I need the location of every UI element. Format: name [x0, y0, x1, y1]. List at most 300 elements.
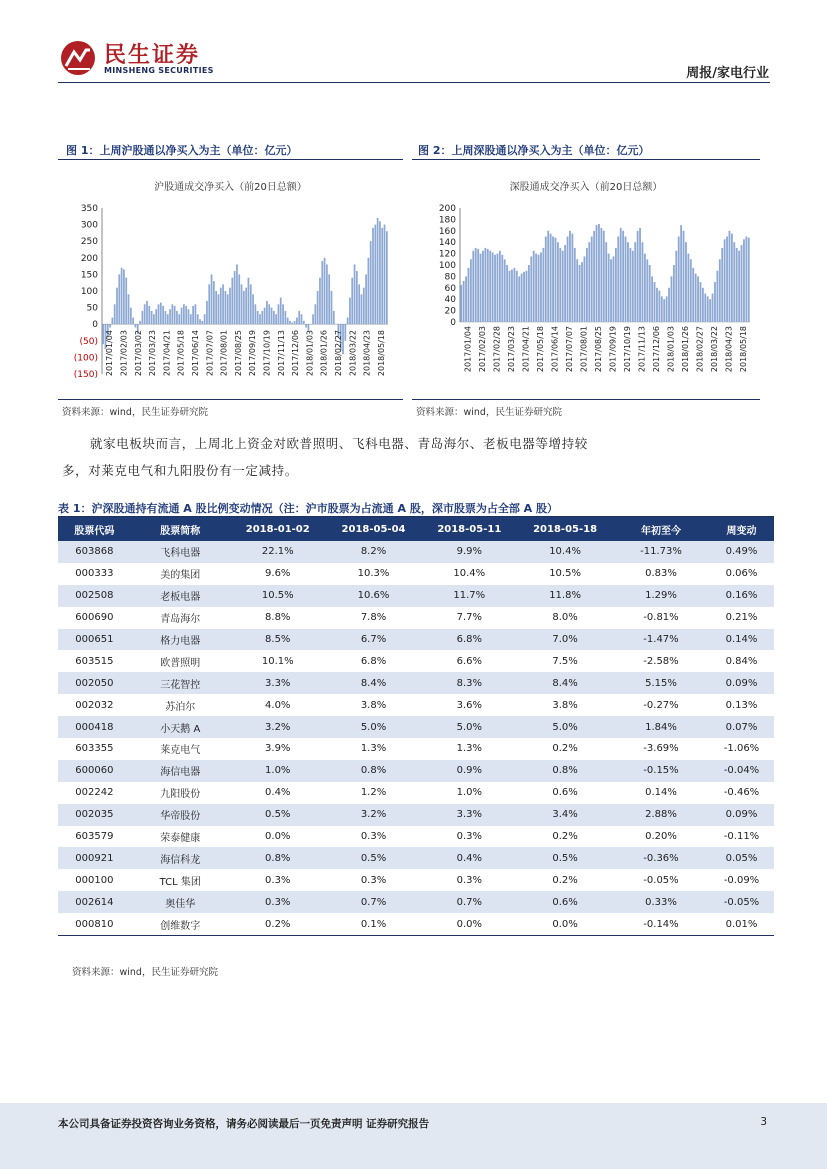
table-cell: 002035: [58, 804, 131, 826]
table-cell: 6.7%: [326, 629, 422, 651]
x-tick-label: 2018/01/03: [305, 330, 315, 377]
bar: [695, 274, 697, 322]
table-row: [58, 607, 774, 629]
bar: [663, 299, 665, 322]
bar: [130, 308, 132, 325]
table-cell: 三花智控: [131, 672, 230, 694]
bar: [472, 251, 474, 322]
table-cell: 欧普照明: [131, 650, 230, 672]
table-cell: 飞科电器: [131, 541, 230, 563]
bar: [494, 255, 496, 322]
y-tick-label: 20: [444, 306, 456, 317]
table-cell: 5.0%: [421, 716, 517, 738]
table-cell: -1.06%: [709, 738, 774, 760]
bar: [174, 306, 176, 324]
bar: [743, 239, 745, 322]
x-tick-label: 2017/04/21: [162, 330, 172, 377]
bar: [384, 225, 386, 325]
bar: [139, 321, 141, 324]
table-cell: 格力电器: [131, 629, 230, 651]
bar: [112, 318, 114, 325]
x-tick-label: 2018/04/23: [362, 330, 372, 377]
table-cell: -0.14%: [613, 913, 709, 935]
bar: [185, 306, 187, 324]
x-tick-label: 2017/10/19: [262, 330, 272, 377]
table-cell: 10.5%: [230, 585, 326, 607]
y-tick-label: 150: [80, 270, 98, 281]
table-row: [58, 738, 774, 760]
bar: [724, 239, 726, 322]
table-cell: 8.2%: [326, 541, 422, 563]
bar: [308, 324, 310, 331]
bar: [220, 288, 222, 325]
table-cell: -0.09%: [709, 869, 774, 891]
table-cell: 3.6%: [421, 694, 517, 716]
bar: [530, 256, 532, 322]
table-cell: 海信电器: [131, 760, 230, 782]
x-tick-label: 2017/03/23: [506, 326, 516, 373]
table-cell: 0.4%: [230, 782, 326, 804]
table-cell: 8.5%: [230, 629, 326, 651]
bar: [377, 218, 379, 324]
bar: [605, 242, 607, 322]
table-cell: 0.16%: [709, 585, 774, 607]
chart1-hk-sh-connect: [58, 198, 403, 398]
table-cell: 000921: [58, 847, 131, 869]
bar: [721, 248, 723, 322]
bar: [526, 271, 528, 322]
body-paragraph-line2: 多，对莱克电气和九阳股份有一定减持。: [62, 463, 298, 478]
bar: [275, 314, 277, 324]
table-row: [58, 869, 774, 891]
page-number: 3: [760, 1116, 767, 1128]
table-cell: 美的集团: [131, 563, 230, 585]
bar: [584, 256, 586, 322]
bar: [328, 274, 330, 324]
bar: [141, 311, 143, 324]
bar: [656, 288, 658, 322]
bar: [509, 271, 511, 322]
table-cell: 0.05%: [709, 847, 774, 869]
bar: [579, 265, 581, 322]
table-cell: 0.0%: [230, 826, 326, 848]
bar: [287, 318, 289, 325]
table-cell: 3.3%: [230, 672, 326, 694]
chart2-hk-sz-connect: [412, 198, 760, 398]
bar: [484, 248, 486, 322]
bar: [361, 294, 363, 324]
y-tick-label: 180: [438, 215, 456, 226]
y-tick-label: (50): [79, 336, 98, 347]
table-cell: -0.46%: [709, 782, 774, 804]
bar: [666, 296, 668, 322]
y-tick-label: 250: [80, 237, 98, 248]
bar: [576, 259, 578, 322]
table-cell: 000333: [58, 563, 131, 585]
table-cell: 11.8%: [517, 585, 613, 607]
bar: [109, 324, 111, 327]
figure1-caption: 图 1：上周沪股通以净买入为主（单位：亿元）: [66, 144, 298, 157]
table-cell: 海信科龙: [131, 847, 230, 869]
x-tick-label: 2017/08/01: [219, 330, 229, 377]
bar: [712, 294, 714, 323]
bar: [588, 242, 590, 322]
bar: [284, 311, 286, 324]
bar: [683, 231, 685, 322]
bar: [634, 242, 636, 322]
table-cell: -1.47%: [613, 629, 709, 651]
bar: [726, 237, 728, 323]
bar: [678, 237, 680, 323]
x-tick-label: 2018/02/27: [695, 326, 705, 373]
table-cell: 1.3%: [421, 738, 517, 760]
x-tick-label: 2017/03/23: [148, 330, 158, 377]
bar: [183, 304, 185, 324]
bar: [700, 282, 702, 322]
bar: [248, 278, 250, 324]
bar: [162, 306, 164, 324]
x-tick-label: 2017/08/25: [593, 326, 603, 373]
table1-source: 资料来源：wind，民生证券研究院: [72, 967, 218, 978]
table-cell: 0.09%: [709, 804, 774, 826]
bar: [351, 278, 353, 324]
table-cell: 1.84%: [613, 716, 709, 738]
table-cell: 0.3%: [421, 826, 517, 848]
bar: [243, 291, 245, 324]
bar: [363, 288, 365, 325]
bar: [704, 294, 706, 323]
bar: [596, 225, 598, 322]
bar: [181, 308, 183, 325]
bar: [176, 311, 178, 324]
bar: [538, 255, 540, 322]
x-tick-label: 2017/05/18: [176, 330, 186, 377]
table-cell: 000651: [58, 629, 131, 651]
bar: [625, 237, 627, 323]
table-cell: 3.4%: [517, 804, 613, 826]
table-cell: 6.8%: [421, 629, 517, 651]
bar: [165, 311, 167, 324]
table-row: [58, 672, 774, 694]
table-cell: 5.0%: [517, 716, 613, 738]
bar: [518, 276, 520, 322]
bar: [555, 238, 557, 322]
bar: [218, 294, 220, 324]
table-cell: 0.3%: [230, 891, 326, 913]
table-cell: 2.88%: [613, 804, 709, 826]
table-header-cell: 年初至今: [613, 517, 709, 541]
table-cell: 0.7%: [421, 891, 517, 913]
table-cell: 0.3%: [421, 869, 517, 891]
bar: [231, 278, 233, 324]
bar: [261, 311, 263, 324]
bar: [482, 251, 484, 322]
header-divider: [58, 82, 770, 83]
table-cell: -3.69%: [613, 738, 709, 760]
table-cell: 青岛海尔: [131, 607, 230, 629]
bar: [259, 314, 261, 324]
table-cell: 7.8%: [326, 607, 422, 629]
table-cell: 小天鹅 A: [131, 716, 230, 738]
table-cell: 002032: [58, 694, 131, 716]
x-tick-label: 2017/06/14: [550, 326, 560, 373]
bar: [511, 270, 513, 322]
bar: [545, 237, 547, 323]
bar: [528, 265, 530, 322]
table-cell: 奥佳华: [131, 891, 230, 913]
bar: [593, 231, 595, 322]
x-tick-label: 2017/08/25: [233, 330, 243, 377]
bar: [559, 248, 561, 322]
bar: [731, 234, 733, 322]
table-row: [58, 694, 774, 716]
bar: [153, 314, 155, 324]
x-tick-label: 2017/07/07: [564, 326, 574, 373]
table-cell: 600690: [58, 607, 131, 629]
bar: [148, 306, 150, 324]
bar: [349, 298, 351, 325]
bar: [273, 311, 275, 324]
table-cell: 0.3%: [230, 869, 326, 891]
table-header-cell: 周变动: [709, 517, 774, 541]
bar: [229, 288, 231, 325]
bar: [637, 231, 639, 322]
table-cell: 10.1%: [230, 650, 326, 672]
table-cell: 7.7%: [421, 607, 517, 629]
table-header-cell: 2018-05-11: [421, 517, 517, 541]
table-cell: 0.8%: [230, 847, 326, 869]
table-cell: 3.9%: [230, 738, 326, 760]
table-cell: 0.8%: [326, 760, 422, 782]
bar: [622, 231, 624, 322]
bar: [365, 274, 367, 324]
bar: [745, 237, 747, 323]
bar: [234, 271, 236, 324]
table-row: [58, 913, 774, 935]
table1-title: 表 1：沪深股通持有流通 A 股比例变动情况（注：沪市股票为占流通 A 股，深市股票为占全部 A 股）: [58, 502, 558, 515]
bar: [356, 271, 358, 324]
bar: [206, 301, 208, 324]
x-tick-label: 2017/07/07: [205, 330, 215, 377]
bar: [521, 274, 523, 322]
bar: [368, 258, 370, 324]
bar: [629, 248, 631, 322]
bar: [719, 259, 721, 322]
bar: [208, 284, 210, 324]
table-cell: 5.0%: [326, 716, 422, 738]
bar: [128, 294, 130, 324]
bar: [632, 251, 634, 322]
x-tick-label: 2018/03/22: [348, 330, 358, 377]
bar: [608, 254, 610, 322]
bar: [460, 285, 462, 322]
bar: [204, 314, 206, 324]
table-cell: 000418: [58, 716, 131, 738]
table-cell: 11.7%: [421, 585, 517, 607]
footer-bar: [0, 1103, 827, 1169]
table-header-row: [58, 517, 774, 541]
bar: [268, 304, 270, 324]
x-tick-label: 2018/02/27: [333, 330, 343, 377]
y-tick-label: 200: [438, 204, 456, 214]
table-cell: 8.4%: [517, 672, 613, 694]
bar: [687, 254, 689, 322]
table-row: [58, 541, 774, 563]
bar: [475, 248, 477, 322]
table-row: [58, 891, 774, 913]
x-tick-label: 2018/04/23: [724, 326, 734, 373]
x-tick-label: 2018/01/03: [666, 326, 676, 373]
bar: [697, 276, 699, 322]
bar: [741, 245, 743, 322]
bar: [374, 225, 376, 325]
bar: [282, 304, 284, 324]
table-cell: 1.3%: [326, 738, 422, 760]
table-cell: 九阳股份: [131, 782, 230, 804]
table-cell: TCL 集团: [131, 869, 230, 891]
bar: [190, 314, 192, 324]
table-cell: 10.4%: [421, 563, 517, 585]
bar: [480, 254, 482, 322]
bar: [617, 237, 619, 323]
bar: [171, 304, 173, 324]
table-cell: 0.06%: [709, 563, 774, 585]
bar: [319, 278, 321, 324]
table-cell: 0.5%: [326, 847, 422, 869]
table-cell: 600060: [58, 760, 131, 782]
y-tick-label: 80: [444, 272, 456, 283]
x-tick-label: 2017/08/01: [579, 326, 589, 373]
y-tick-label: 40: [444, 295, 456, 306]
table-cell: -0.15%: [613, 760, 709, 782]
bar: [675, 251, 677, 322]
table-cell: 1.2%: [326, 782, 422, 804]
bar: [620, 228, 622, 322]
table-row: [58, 760, 774, 782]
bar: [321, 261, 323, 324]
bar: [305, 324, 307, 327]
bar: [278, 304, 280, 324]
bar: [386, 231, 388, 324]
bar: [736, 248, 738, 322]
y-tick-label: 160: [438, 226, 456, 237]
bar: [331, 291, 333, 324]
bar: [733, 242, 735, 322]
y-tick-label: 350: [80, 204, 98, 214]
bar: [489, 251, 491, 322]
bar: [690, 259, 692, 322]
bar: [381, 228, 383, 324]
table-row: [58, 804, 774, 826]
table-header-cell: 2018-05-04: [326, 517, 422, 541]
bar: [317, 291, 319, 324]
table-cell: 10.6%: [326, 585, 422, 607]
bar: [516, 271, 518, 322]
bar: [199, 319, 201, 324]
y-tick-label: 60: [444, 283, 456, 294]
chart1-title: 沪股通成交净买入（前20日总额）: [154, 182, 307, 193]
table-cell: 0.2%: [517, 869, 613, 891]
table-cell: 0.3%: [326, 869, 422, 891]
bar: [562, 251, 564, 322]
bar: [333, 311, 335, 324]
x-tick-label: 2018/01/26: [680, 326, 690, 373]
x-tick-label: 2017/02/03: [119, 330, 129, 377]
bar: [121, 268, 123, 324]
bar: [504, 259, 506, 322]
bar: [344, 324, 346, 341]
bar: [552, 237, 554, 323]
bar: [540, 252, 542, 322]
bar: [673, 265, 675, 322]
table-cell: 7.0%: [517, 629, 613, 651]
table-cell: -0.05%: [709, 891, 774, 913]
figure1-caption-rule: [58, 159, 403, 160]
bar: [379, 221, 381, 324]
y-tick-label: 100: [80, 287, 98, 297]
bar: [123, 269, 125, 324]
bar: [542, 248, 544, 322]
table-header-cell: 股票简称: [131, 517, 230, 541]
bar: [658, 291, 660, 322]
table-cell: 0.6%: [517, 891, 613, 913]
bar: [680, 225, 682, 322]
table-cell: 603355: [58, 738, 131, 760]
bar: [296, 318, 298, 325]
bar: [709, 299, 711, 322]
bar: [497, 254, 499, 322]
bar: [114, 304, 116, 324]
bar: [615, 248, 617, 322]
bar: [707, 296, 709, 322]
table-cell: 0.13%: [709, 694, 774, 716]
bar: [135, 324, 137, 327]
bar: [151, 311, 153, 324]
bar: [702, 288, 704, 322]
table-cell: 22.1%: [230, 541, 326, 563]
bar: [591, 237, 593, 323]
bar: [326, 264, 328, 324]
bar: [215, 291, 217, 324]
table-cell: -0.27%: [613, 694, 709, 716]
company-name-en: MINSHENG SECURITIES: [104, 66, 214, 75]
table-cell: 8.3%: [421, 672, 517, 694]
table-cell: 603868: [58, 541, 131, 563]
bar: [257, 311, 259, 324]
bar: [477, 249, 479, 322]
table-row: [58, 847, 774, 869]
bar: [252, 294, 254, 324]
table-cell: 3.8%: [326, 694, 422, 716]
table-cell: 6.8%: [326, 650, 422, 672]
bar: [492, 252, 494, 322]
bar: [613, 256, 615, 322]
bar: [238, 274, 240, 324]
bar: [280, 298, 282, 325]
bar: [569, 231, 571, 322]
table-cell: 0.84%: [709, 650, 774, 672]
table-cell: 0.49%: [709, 541, 774, 563]
bar: [303, 321, 305, 324]
y-tick-label: 140: [438, 238, 456, 249]
table-cell: -0.81%: [613, 607, 709, 629]
bar: [213, 281, 215, 324]
y-tick-label: (100): [73, 353, 98, 364]
table-header-cell: 2018-05-18: [517, 517, 613, 541]
bar: [222, 284, 224, 324]
figure2-bottom-rule: [412, 399, 760, 400]
bar: [644, 254, 646, 322]
